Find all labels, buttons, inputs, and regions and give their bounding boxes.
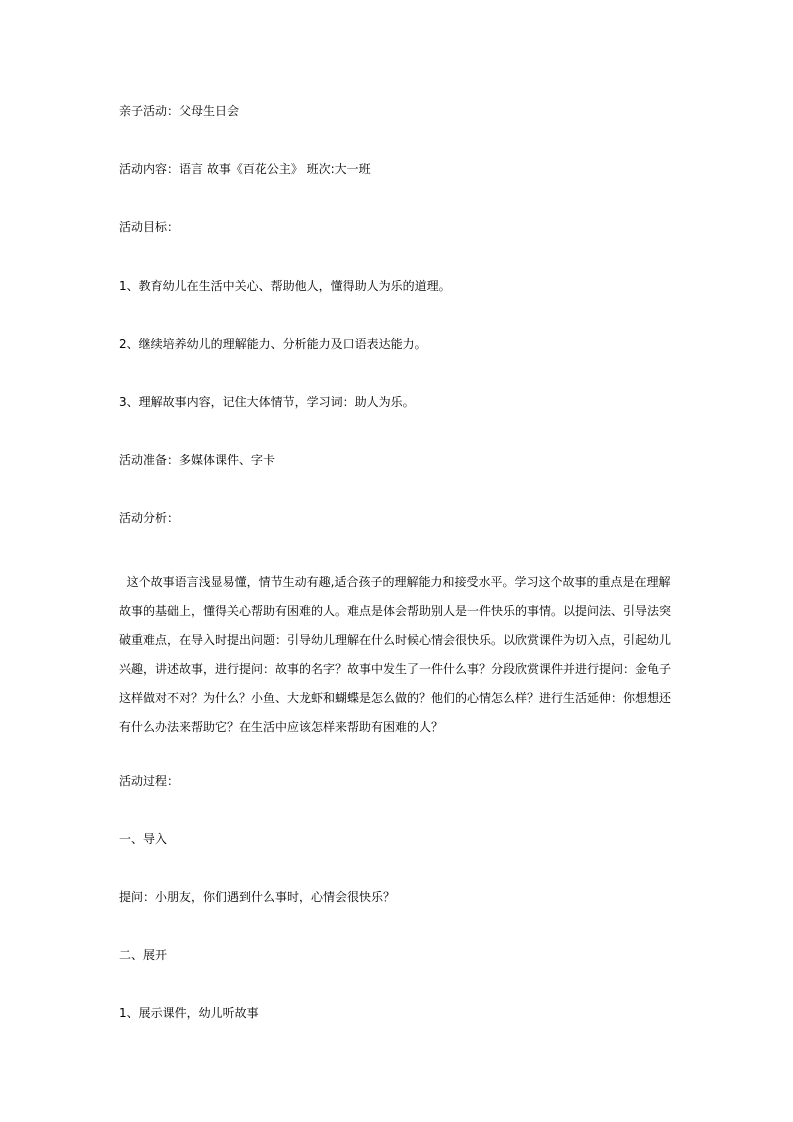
activity-content-line: 活动内容：语言 故事《百花公主》 班次:大一班 [119,162,371,176]
goals-heading: 活动目标： [119,220,180,234]
question-line: 提问：小朋友，你们遇到什么事时，心情会很快乐？ [119,890,396,904]
analysis-line: 有什么办法来帮助它？在生活中应该怎样来帮助有困难的人？ [119,720,444,734]
analysis-line: 兴趣，讲述故事，进行提问：故事的名字？故事中发生了一件什么事？分段欣赏课件并进行提问：金龟子 [119,662,672,676]
analysis-paragraph [119,568,675,742]
goal-item-3: 3、理解故事内容，记住大体情节，学习词：助人为乐。 [119,395,415,409]
section-two-heading: 二、展开 [119,948,168,962]
analysis-line: 这样做对不对？为什么？小鱼、大龙虾和蝴蝶是怎么做的？他们的心情怎么样？进行生活延伸：你想想还 [119,691,672,705]
analysis-line: 这个故事语言浅显易懂，情节生动有趣,适合孩子的理解能力和接受水平。学习这个故事的重点是在理解 [119,575,671,589]
step-one-line: 1、展示课件，幼儿听故事 [119,1006,259,1020]
goal-item-2: 2、继续培养幼儿的理解能力、分析能力及口语表达能力。 [119,337,427,351]
section-one-heading: 一、导入 [119,832,168,846]
goal-item-1: 1、教育幼儿在生活中关心、帮助他人，懂得助人为乐的道理。 [119,279,451,293]
preparation-line: 活动准备：多媒体课件、字卡 [119,453,276,467]
document-title: 亲子活动：父母生日会 [119,104,240,118]
analysis-line: 故事的基础上，懂得关心帮助有困难的人。难点是体会帮助别人是一件快乐的事情。以提问法、引导法突 [119,604,672,618]
analysis-heading: 活动分析： [119,511,180,525]
process-heading: 活动过程： [119,774,180,788]
analysis-line: 破重难点，在导入时提出问题：引导幼儿理解在什么时候心情会很快乐。以欣赏课件为切入点，引起幼儿 [119,633,672,647]
